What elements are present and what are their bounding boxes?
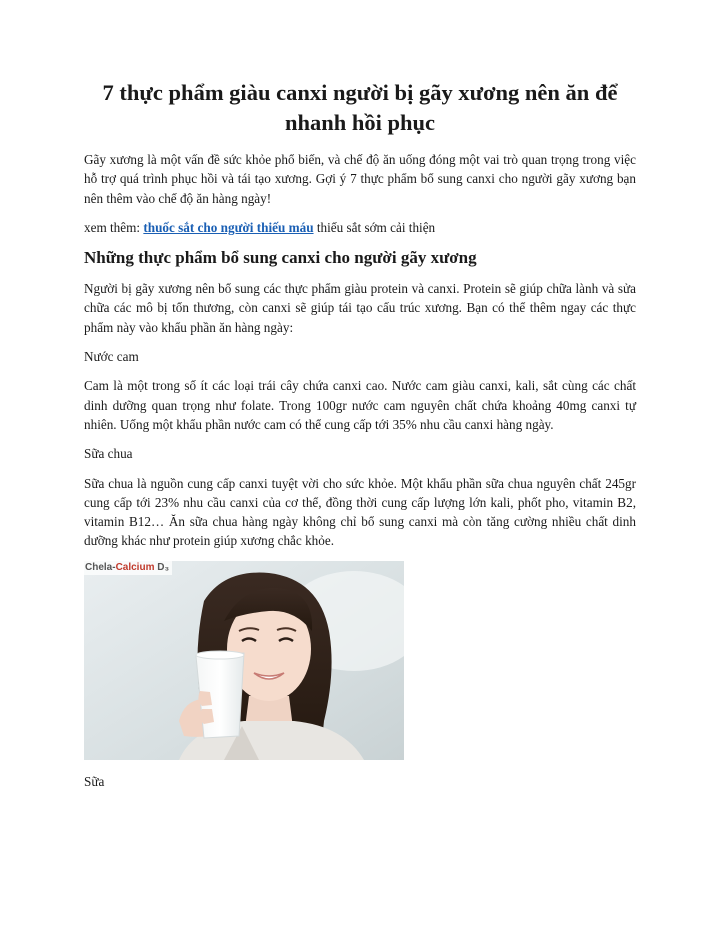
brand-logo-suffix: D₃ bbox=[154, 561, 170, 573]
woman-drinking-milk-illustration bbox=[84, 561, 404, 760]
section-intro: Người bị gãy xương nên bổ sung các thực phẩm giàu protein và canxi. Protein sẽ giúp chữa lành và sửa chữa các mô bị tổn thương, còn canxi sẽ giúp tái tạo cấu trúc xương. Bạn có thể thêm ngay các thực phẩm này vào khẩu phần ăn hàng ngày: bbox=[84, 281, 636, 335]
article bbox=[84, 78, 636, 801]
item-title-milk: Sữa bbox=[84, 773, 105, 789]
see-also-suffix: thiếu sắt sớm cải thiện bbox=[313, 219, 436, 235]
brand-logo bbox=[84, 561, 172, 575]
brand-logo-prefix: Chela- bbox=[85, 561, 116, 573]
see-also-link[interactable]: thuốc sắt cho người thiếu máu bbox=[143, 219, 314, 235]
article-title: 7 thực phẩm giàu canxi người bị gãy xương nên ăn để nhanh hồi phục bbox=[102, 80, 618, 135]
item-text-orange-juice: Cam là một trong số ít các loại trái cây chứa canxi cao. Nước cam giàu canxi, kali, sắt cùng các chất dinh dưỡng quan trọng như folate. Trong 100gr nước cam nguyên chất chứa khoảng 40mg canxi tự nhiên. Uống một khẩu phần nước cam có thể cung cấp tới 35% nhu cầu canxi hàng ngày. bbox=[84, 378, 636, 432]
intro-paragraph: Gãy xương là một vấn đề sức khỏe phổ biến, và chế độ ăn uống đóng một vai trò quan trọng trong việc hỗ trợ quá trình phục hồi và tái tạo xương. Gợi ý 7 thực phẩm bổ sung canxi cho người gãy xương bạn nên thêm vào chế độ ăn hàng ngày! bbox=[84, 152, 636, 206]
section-heading: Những thực phẩm bổ sung canxi cho người gãy xương bbox=[84, 248, 477, 268]
see-also-prefix: xem thêm: bbox=[84, 219, 144, 235]
see-also-line bbox=[84, 218, 636, 237]
woman-drinking-milk-image bbox=[84, 561, 404, 760]
brand-logo-highlight: Calcium bbox=[115, 561, 155, 573]
item-title-yogurt: Sữa chua bbox=[84, 446, 133, 462]
item-text-yogurt: Sữa chua là nguồn cung cấp canxi tuyệt vời cho sức khỏe. Một khẩu phần sữa chua nguyên chất 245gr cung cấp tới 23% nhu cầu canxi của cơ thể, đồng thời cung cấp lượng lớn kali, phốt pho, vitamin B2, vitamin B12… Ăn sữa chua hàng ngày không chỉ bổ sung canxi mà còn tăng cường nhiều chất dinh dưỡng khác như protein giúp xương chắc khỏe. bbox=[84, 475, 636, 549]
item-title-orange-juice: Nước cam bbox=[84, 349, 139, 365]
